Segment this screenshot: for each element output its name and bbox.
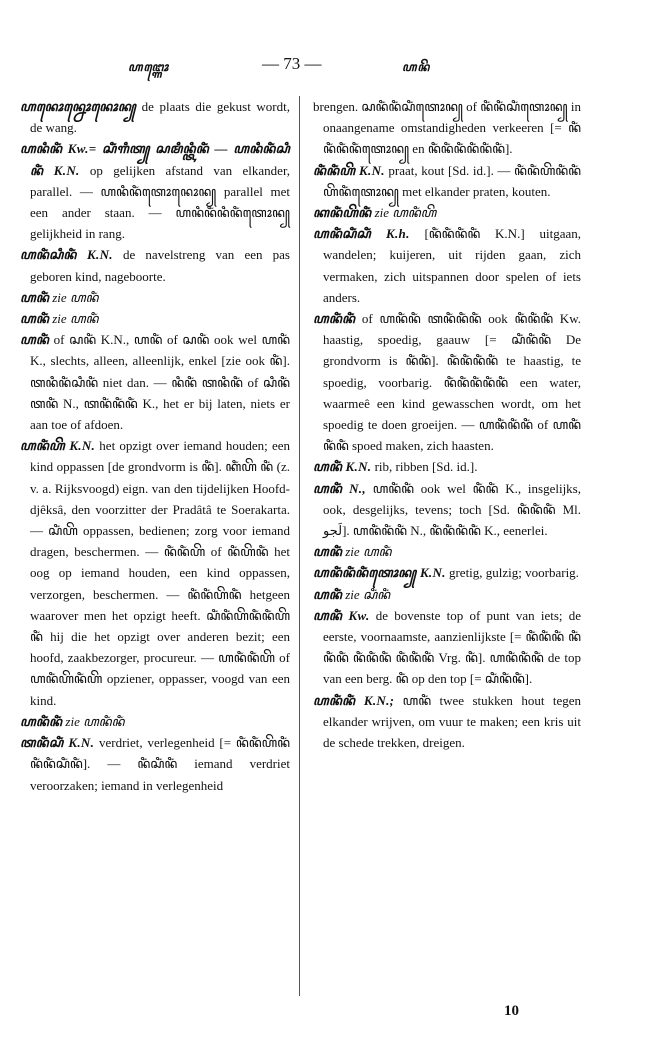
entry-text: zie ꦲꦤꦶꦁꦤꦶꦁ xyxy=(62,713,125,729)
headword: ꦠꦤꦶꦁꦱꦶꦁ K.N. xyxy=(20,735,95,751)
entry-text: praat, kout [Sd. id.]. — ꦤꦶꦁꦤꦶꦁꦲꦼꦤꦶꦁꦤꦶꦁꦲꦼꦤꦶꦁꦠꦺꦴꦤ꧀ met elkander praten, kouten. xyxy=(323,162,581,199)
dictionary-entry xyxy=(20,329,290,435)
headword: ꦲꦤꦶꦁ xyxy=(20,311,49,327)
entry-text: gretig, gulzig; voorbarig. xyxy=(445,565,579,581)
entry-text: het opzigt over iemand houden; een kind oppassen [de grondvorm is ꦤꦶꦁ]. ꦏꦶꦁꦲꦼ ꦤꦶꦁ (z. v. a. Rijksvoogd) eign. van den tijdelijken Hoofd-djêksâ, den voorzitter der Pradâtâ te Soerakarta. — ꦱꦶꦁꦲꦼ oppassen, bedienen; zorg voor iemand dragen, beschermen. — ꦤꦶꦁꦤꦶꦁꦲꦼ of ꦤꦶꦁꦲꦼꦤꦶꦁ het oog op iemand houden, een kind oppassen, verzorgen, beschermen. — ꦤꦶꦁꦤꦶꦁꦲꦼꦤꦶꦁ hetgeen waarover men het opzigt heeft. ꦱꦶꦁꦤꦶꦁꦲꦼꦤꦶꦁꦤꦶꦁꦲꦼꦤꦶꦁ hij die het opzigt over anderen bezit; een hoofd, zaakbezorger, procureur. — ꦲꦤꦶꦁꦤꦶꦁꦲꦼ of ꦲꦤꦶꦁꦲꦼꦤꦶꦁꦲꦼ opziener, oppasser, voogd van een kind. xyxy=(30,438,290,708)
dictionary-entry xyxy=(20,732,290,796)
entry-text: zie ꦱꦶꦁꦤꦶꦁ xyxy=(342,586,390,602)
headword: ꦲꦤꦺꦴꦤ꧀ꦤꦺꦴꦤꦺꦴꦤ꧀ xyxy=(20,99,137,114)
page-folio: — 73 — xyxy=(262,54,322,73)
dictionary-entry xyxy=(313,562,581,583)
dictionary-entry xyxy=(313,202,581,223)
entry-text: of ꦱꦤꦶꦁ K.N., ꦲꦤꦶꦁ of ꦱꦤꦶꦁ ook wel ꦲꦤꦶꦁ K., slechts, alleen, alleenlijk, enkel [zie ook ꦤꦶꦁ]. ꦠꦤꦶꦤꦶꦁꦱꦶꦤꦶꦁ niet dan. — ꦤꦶꦤꦶꦁ ꦠꦤꦶꦤꦶꦁ of ꦱꦶꦤꦶꦁꦠꦤꦶꦁ N., ꦠꦤꦶꦁꦤꦶꦁꦤꦶꦁ K., het er bij laten, niets er aan toe of afdoen. xyxy=(30,332,290,433)
headword: ꦲꦤꦶꦁ xyxy=(313,544,342,560)
dictionary-entry xyxy=(313,456,581,477)
dictionary-entry xyxy=(20,244,290,286)
entry-text: zie ꦲꦤꦶꦁꦲꦼ xyxy=(371,205,437,221)
headword: ꦤꦶꦁꦤꦶꦁꦲꦼ K.N. xyxy=(313,162,385,178)
dictionary-entry xyxy=(20,138,290,244)
headword: ꦲꦤꦶꦁꦱꦶꦤꦶꦁ K.N. xyxy=(20,247,113,263)
dictionary-entry xyxy=(313,584,581,605)
entry-text: of ꦲꦤꦶꦁꦤꦶꦁ ꦠꦤꦶꦁꦤꦶꦁꦤꦶꦁ ook ꦤꦶꦁꦤꦶꦁꦤꦶꦁ Kw. haastig, spoedig, gaauw [= ꦱꦶꦁꦤꦶꦁꦤꦶꦁ De grondvorm is ꦤꦶꦁꦤꦶꦁ]. ꦤꦶꦁꦤꦶꦁꦤꦶꦁꦤꦶꦁ te haastig, te spoedig, voorbarig. ꦤꦶꦁꦤꦶꦁꦤꦶꦁꦤꦶꦁꦤꦶꦁ een water, waarmeê een kind gewasschen wordt, om het spoedig te doen groeijen. — ꦲꦤꦶꦁꦤꦶꦁꦤꦶꦁ of ꦲꦤꦶꦁꦤꦶꦁꦤꦶꦁ spoed maken, zich haasten. xyxy=(323,311,581,454)
dictionary-entry xyxy=(20,308,290,329)
headword: ꦲꦤꦶꦁ N., xyxy=(313,480,366,496)
right-column xyxy=(313,96,581,753)
dictionary-entry xyxy=(20,96,290,138)
entry-text: de navelstreng van een pas geboren kind, nageboorte. xyxy=(30,247,290,284)
running-head-left: ꦲꦔ꧀ꦒꦺꦴ xyxy=(128,60,170,74)
dictionary-entry xyxy=(313,160,581,202)
entry-text: ꦲꦤꦶꦁꦤꦶꦁ ook wel ꦤꦶꦁꦤꦶꦁ K., insgelijks, ook, desgelijks, tevens; toch [Sd. ꦤꦶꦁꦤꦶꦁꦤꦶꦁ Ml. لَجو]. ꦲꦤꦶꦁꦤꦶꦁꦤꦶꦁ N., ꦤꦶꦁꦤꦶꦁꦤꦶꦁꦤꦶꦁ K., eenerlei. xyxy=(323,480,581,539)
headword: ꦲꦤꦶꦁ xyxy=(20,289,49,305)
running-head-right: ꦲꦤꦼ xyxy=(402,60,431,74)
dictionary-entry xyxy=(313,96,581,160)
entry-text: zie ꦲꦤꦶꦁ xyxy=(49,289,99,305)
headword: ꦲꦤꦶꦁꦲꦼ K.N. xyxy=(20,438,96,454)
headword: ꦲꦤꦶꦁꦤꦶꦁ K.N.; xyxy=(313,692,395,708)
dictionary-entry xyxy=(313,690,581,754)
running-head xyxy=(0,54,650,78)
entry-text: [ꦤꦶꦁꦤꦶꦁꦤꦶꦁꦤꦶꦁ K.N.] uitgaan, wandelen; kuijeren, uit rijden gaan, zich vermaken, zich uitspannen door spelen of iets anders. xyxy=(323,226,581,305)
headword: ꦲꦤꦶꦁꦤꦶꦁ xyxy=(313,311,356,327)
entry-text: de plaats die gekust wordt, de wang. xyxy=(30,99,290,136)
entry-text: op gelijken afstand van elkander, parallel. — ꦲꦤꦶꦤꦶꦁꦠꦺꦴꦤꦺꦴꦤ꧀ parallel met een ander staan. — ꦲꦤꦶꦤꦶꦁꦤꦶꦤꦶꦁꦠꦺꦴꦤ꧀ gelijkheid in rang. xyxy=(30,162,291,242)
dictionary-entry xyxy=(313,541,581,562)
headword: ꦲꦤꦶꦁ xyxy=(313,586,342,602)
headword: ꦲꦤꦶꦁꦱꦶꦁꦱꦶꦁ K.h. xyxy=(313,226,410,242)
entry-text: rib, ribben [Sd. id.]. xyxy=(371,459,478,475)
left-column xyxy=(20,96,290,796)
dictionary-entry xyxy=(20,711,290,732)
headword: ꦲꦤꦶꦁ xyxy=(20,332,49,348)
entry-text: ꦲꦤꦶꦁ twee stukken hout tegen elkander wrijven, om vuur te maken; een kris uit de schede trekken, dreigen. xyxy=(323,692,581,751)
headword: ꦲꦤꦶꦁꦤꦶꦁ xyxy=(20,713,63,729)
headword: ꦏꦤꦶꦁꦲꦼꦤꦶꦁ xyxy=(313,205,372,221)
dictionary-entry xyxy=(20,435,290,711)
dictionary-entry xyxy=(313,223,581,308)
entry-text: zie ꦲꦤꦶꦁ xyxy=(49,311,99,327)
entry-text: brengen. ꦱꦤꦶꦁꦤꦶꦁꦱꦶꦁꦠꦺꦴꦤ꧀ of ꦤꦶꦁꦤꦶꦁꦱꦶꦁꦠꦺꦴꦤ꧀ in onaangename omstandigheden verkeeren [= ꦤꦶꦁꦤꦶꦁꦤꦶꦁꦤꦶꦁꦠꦺꦴꦤ꧀ en ꦤꦶꦁꦤꦶꦁꦤꦶꦁꦤꦶꦁꦤꦶꦁꦤꦶꦁ]. xyxy=(313,99,581,157)
column-divider xyxy=(299,96,300,996)
dictionary-entry xyxy=(313,605,581,690)
dictionary-entry xyxy=(313,308,581,456)
headword: ꦲꦤꦶꦁꦤꦶꦁꦤꦶꦁꦠꦺꦴꦤ꧀ K.N. xyxy=(313,565,446,581)
dictionary-entry xyxy=(313,478,581,542)
dictionary-entry xyxy=(20,287,290,308)
signature-number: 10 xyxy=(504,1003,519,1019)
headword: ꦲꦤꦶꦤꦶꦁ Kw.= ꦱꦶꦁꦒꦶꦠ꧀ ꦱꦩꦶꦤ꧀ꦠꦶꦤꦶꦁ — ꦲꦤꦶꦤꦶꦁꦱꦶꦤꦶꦁ K.N. xyxy=(20,141,290,178)
entry-text: zie ꦲꦤꦶꦁ xyxy=(342,544,392,560)
entry-text: verdriet, verlegenheid [= ꦤꦶꦁꦤꦶꦁꦲꦼꦤꦶꦁ ꦤꦶꦁꦤꦶꦁꦱꦶꦁꦤꦶꦁ]. — ꦤꦶꦁꦱꦶꦁꦤꦶꦁ iemand verdriet veroorzaken; iemand in verlegenheid xyxy=(30,735,290,793)
headword: ꦲꦤꦶꦁ K.N. xyxy=(313,459,372,475)
headword: ꦲꦤꦶꦁ Kw. xyxy=(313,607,370,623)
entry-text: de bovenste top of punt van iets; de eerste, voornaamste, aanzienlijkste [= ꦤꦶꦁꦤꦶꦁꦤꦶꦁ ꦤꦶꦁꦤꦶꦁꦤꦶꦁ ꦤꦶꦁꦤꦶꦁꦤꦶꦁ ꦤꦶꦁꦤꦶꦁꦤꦶꦁ Vrg. ꦤꦶꦁ]. ꦲꦤꦶꦁꦤꦶꦁꦤꦶꦁ de top van een berg. ꦤꦶꦁ op den top [= ꦱꦶꦁꦤꦶꦁꦤꦶꦁ]. xyxy=(323,607,581,687)
